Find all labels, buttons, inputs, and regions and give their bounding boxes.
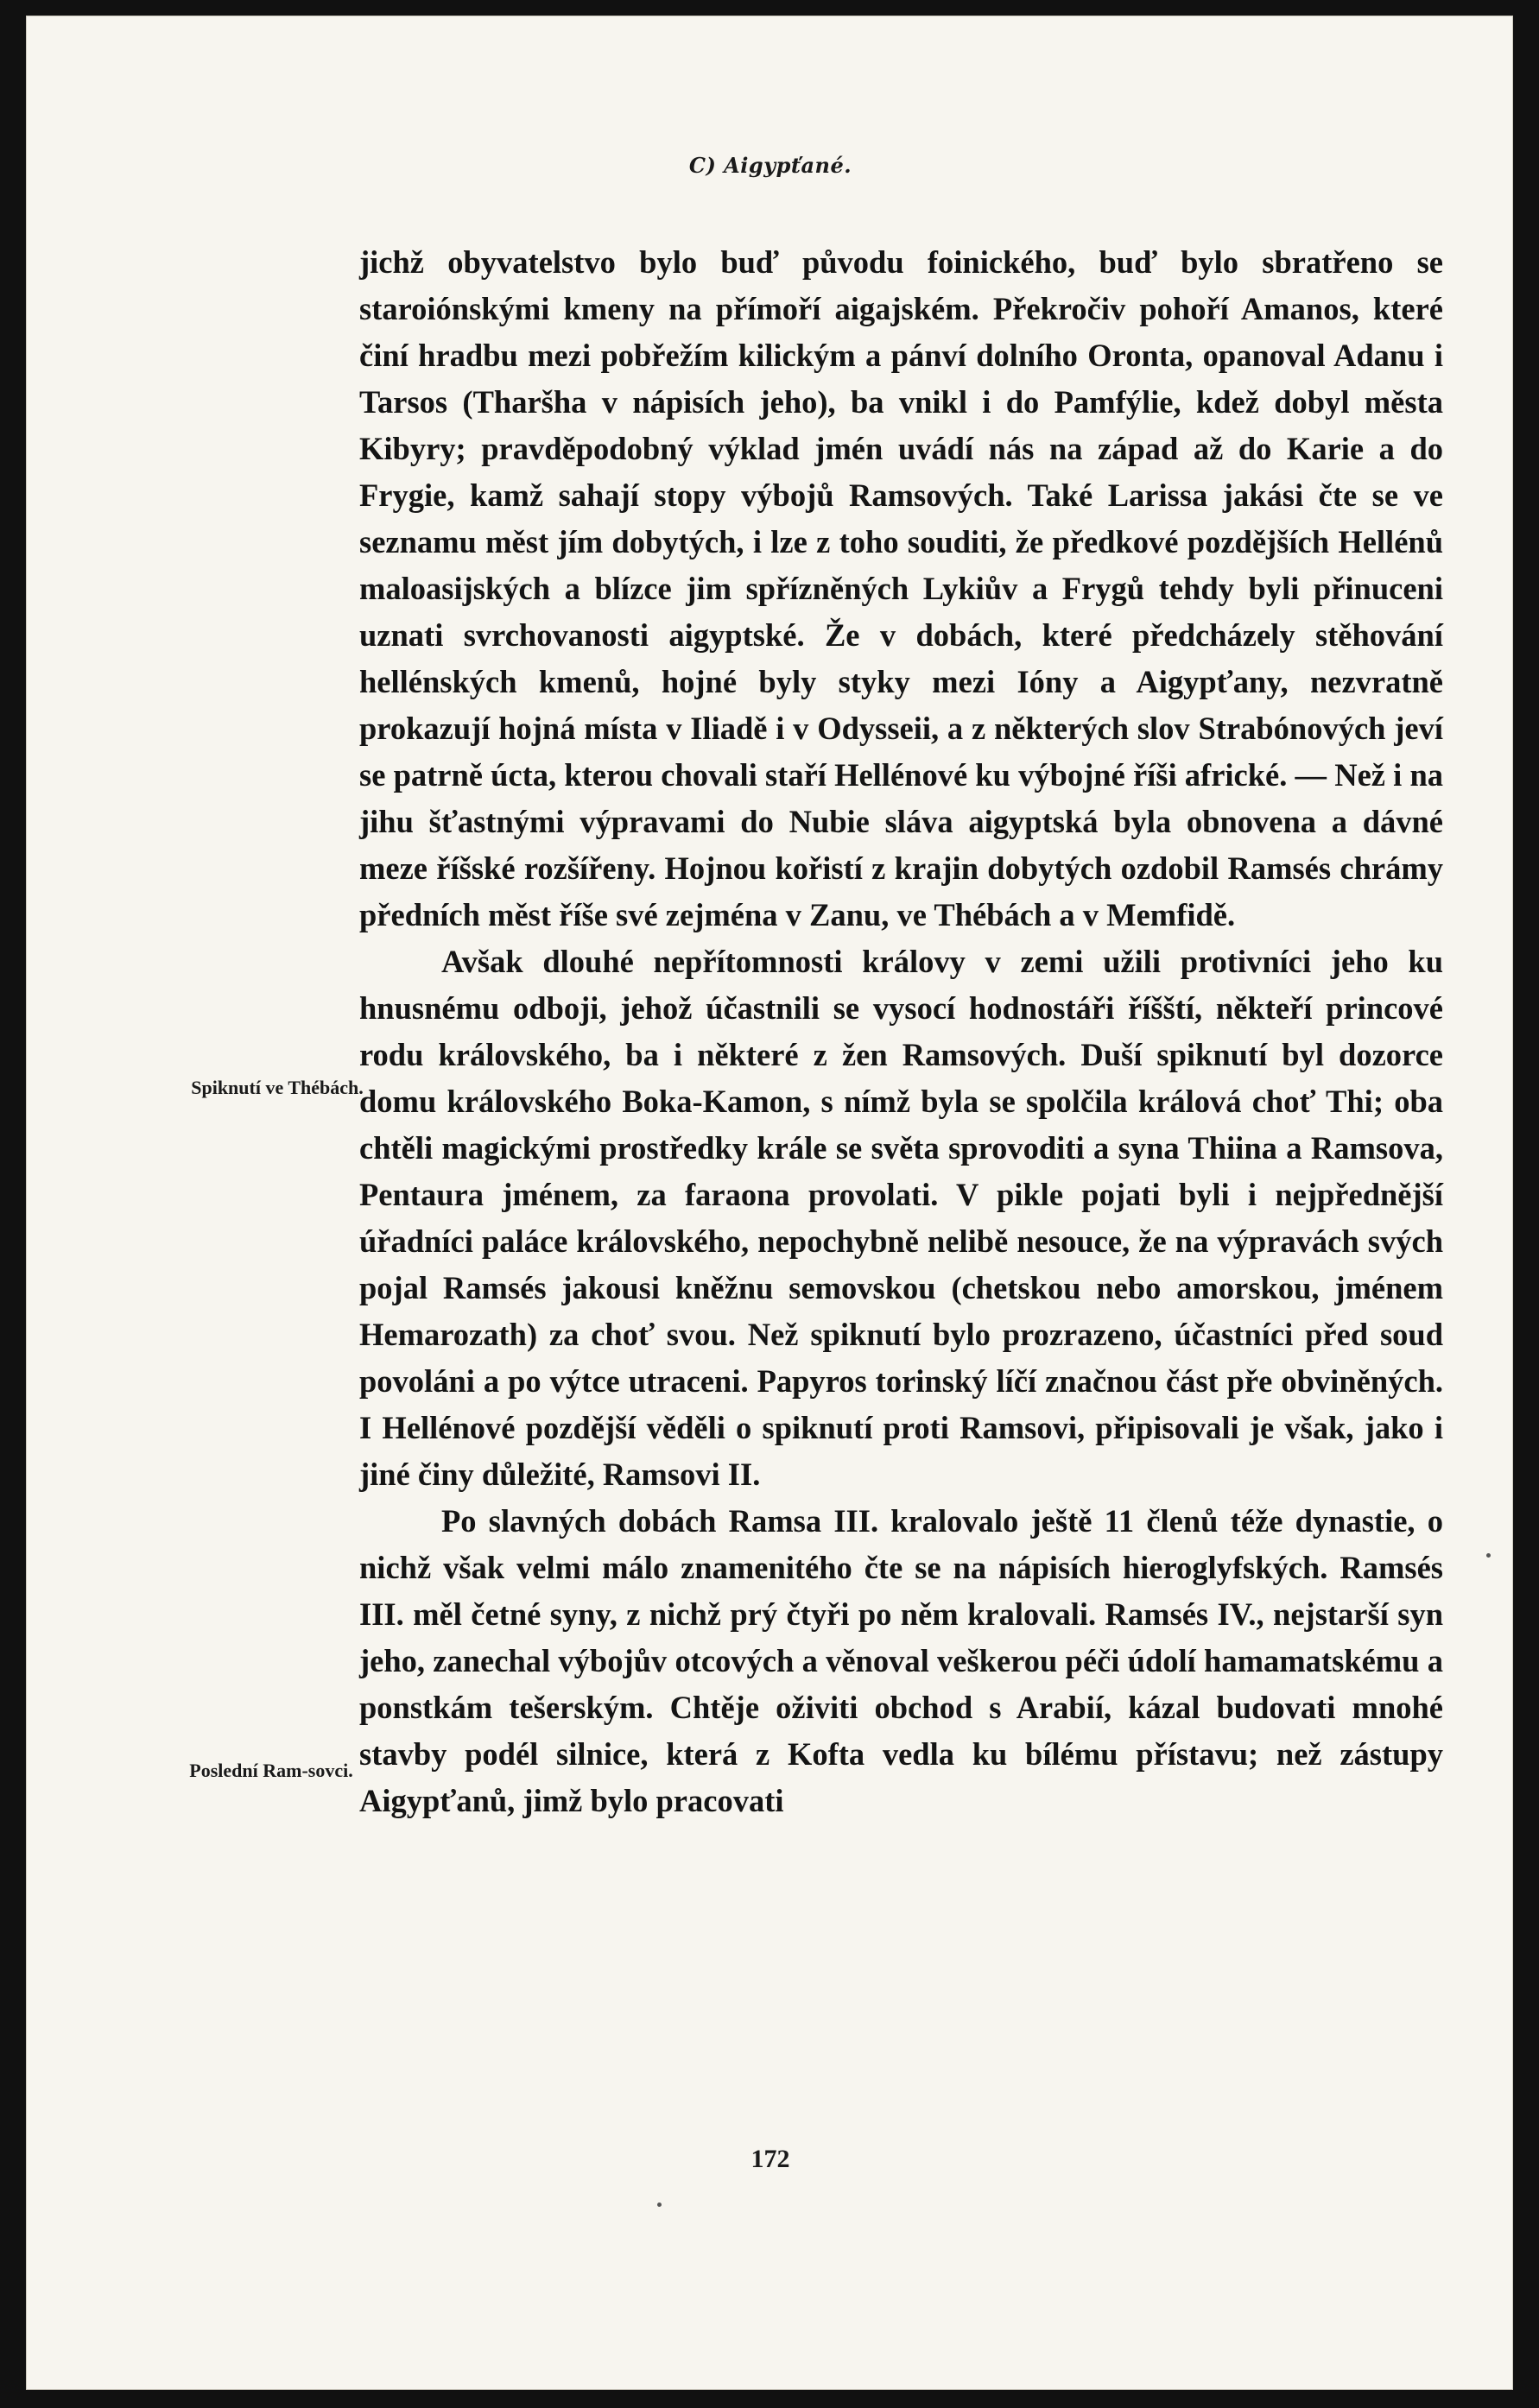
body-text xyxy=(359,239,1443,1824)
paragraph-2: Avšak dlouhé nepřítomnosti královy v zemi užili protivníci jeho ku hnusnému odboji, jehož účastnili se vysocí hodnostáři říšští, někteří princové rodu královského, ba i některé z žen Ramsových. Duší spiknutí byl dozorce domu královského Boka-Kamon, s nímž byla se spolčila králová choť Thi; oba chtěli magickými prostředky krále se světa sprovoditi a syna Thiina a Ramsova, Pentaura jménem, za faraona provolati. V pikle pojati byli i nejpřednější úřadníci paláce královského, nepochybně nelibě nesouce, že na výpravách svých pojal Ramsés jakousi kněžnu semovskou (chetskou nebo amorskou, jménem Hemarozath) za choť svou. Než spiknutí bylo prozrazeno, účastníci před soud povoláni a po výtce utraceni. Papyros torinský líčí značnou část pře obviněných. I Hellénové pozdější věděli o spiknutí proti Ramsovi, připisovali je však, jako i jiné činy důležité, Ramsovi II. xyxy=(359,944,1443,1492)
margin-note-last-ramessides: Poslední Ram-sovci. xyxy=(189,1760,353,1781)
book-page xyxy=(26,16,1513,2390)
margin-note-conspiracy: Spiknutí ve Thébách. xyxy=(191,1077,364,1098)
speck-mark xyxy=(1486,1553,1491,1558)
page-number: 172 xyxy=(750,2145,790,2173)
paragraph-1: jichž obyvatelstvo bylo buď původu foinického, buď bylo sbratřeno se staroiónskými kmeny na přímoří aigajském. Překročiv pohoří Amanos, které činí hradbu mezi pobřežím kilickým a pánví dolního Oronta, opanoval Adanu i Tarsos (Tharšha v nápisích jeho), ba vnikl i do Pamfýlie, kdež dobyl města Kibyry; pravděpodobný výklad jmén uvádí nás na západ až do Karie a do Frygie, kamž sahají stopy výbojů Ramsových. Také Larissa jakási čte se ve seznamu měst jím dobytých, i lze z toho souditi, že předkové pozdějších Hellénů maloasijských a blízce jim spřízněných Lykiův a Frygů tehdy byli přinuceni uznati svrchovanosti aigyptské. Že v dobách, které předcházely stěhování hellénských kmenů, hojné byly styky mezi Ióny a Aigypťany, nezvratně prokazují hojná místa v Iliadě i v Odysseii, a z některých slov Strabónových jeví se patrně úcta, kterou chovali staří Hellénové ku výbojné říši africké. — Než i na jihu šťastnými výpravami do Nubie sláva aigyptská byla obnovena a dávné meze říšské rozšířeny. Hojnou kořistí z krajin dobytých ozdobil Ramsés chrámy předních měst říše své zejména v Zanu, ve Thébách a v Memfidě. xyxy=(359,244,1443,932)
running-header: C) Aigypťané. xyxy=(688,153,852,178)
speck-mark xyxy=(657,2203,662,2207)
paragraph-3: Po slavných dobách Ramsa III. kralovalo ještě 11 členů téže dynastie, o nichž však velmi málo znamenitého čte se na nápisích hieroglyfských. Ramsés III. měl četné syny, z nichž prý čtyři po něm kralovali. Ramsés IV., nejstarší syn jeho, zanechal výbojův otcových a věnoval veškerou péči údolí hamamatskému a ponstkám tešerským. Chtěje oživiti obchod s Arabií, kázal budovati mnohé stavby podél silnice, která z Kofta vedla ku bílému přístavu; než zástupy Aigypťanů, jimž bylo pracovati xyxy=(359,1503,1443,1818)
